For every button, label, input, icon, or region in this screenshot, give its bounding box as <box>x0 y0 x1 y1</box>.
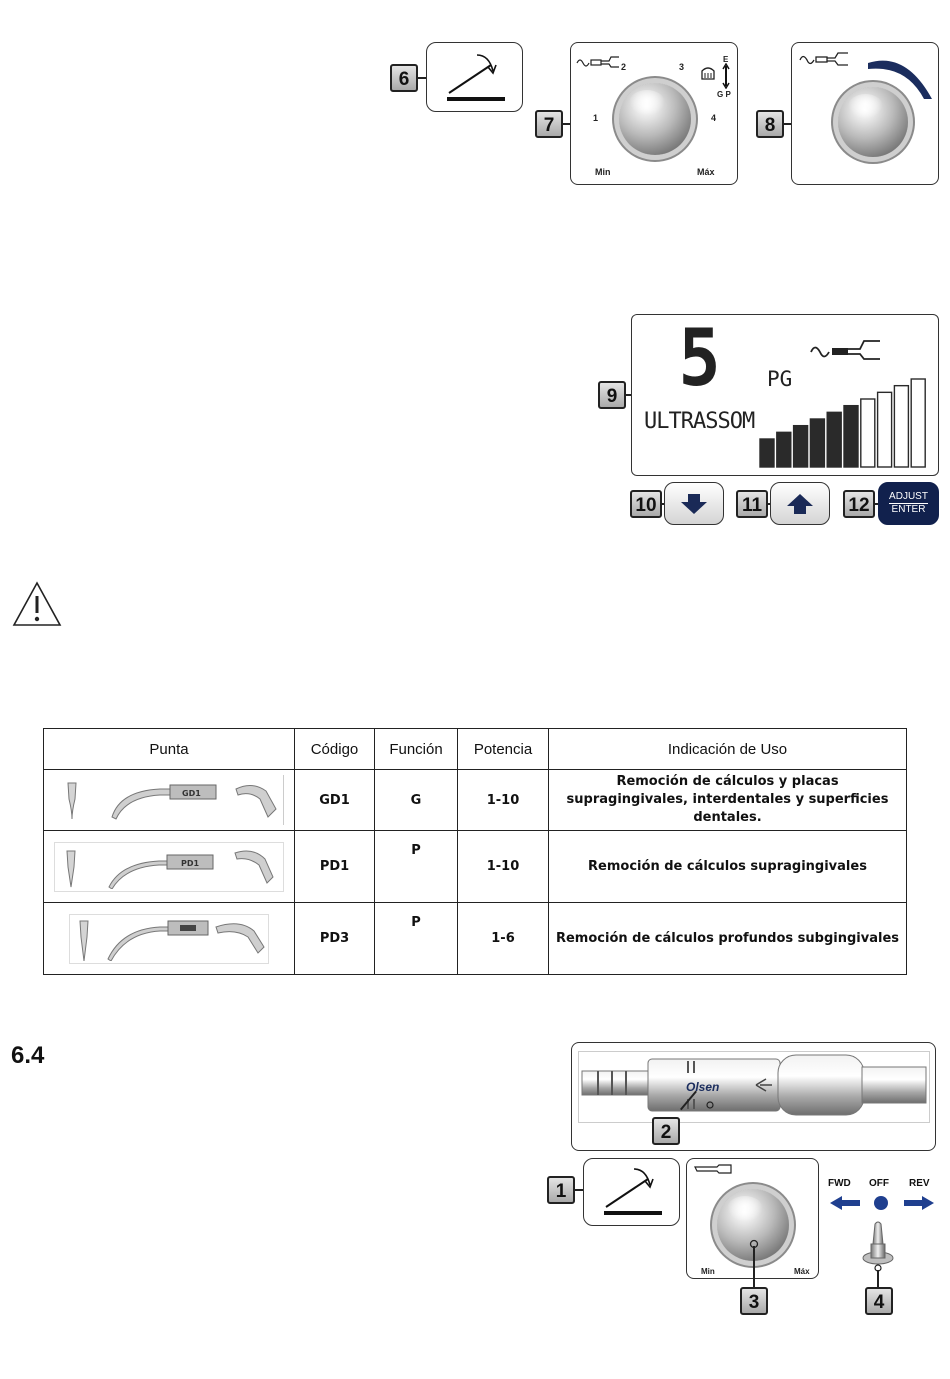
indicacion-cell: Remoción de cálculos profundos subgingivales <box>549 903 907 975</box>
codigo-cell: GD1 <box>295 770 375 831</box>
codigo-cell: PD3 <box>295 903 375 975</box>
potencia-cell: 1-10 <box>458 831 549 903</box>
scale-e: E <box>723 55 729 64</box>
scaler-handpiece-icon <box>575 53 621 69</box>
pedal-icon <box>584 1159 681 1227</box>
pedal-panel <box>426 42 523 112</box>
col-codigo: Código <box>295 729 375 770</box>
power-bar-3 <box>794 426 808 467</box>
up-button[interactable] <box>770 482 830 525</box>
label-2: 2 <box>652 1117 680 1145</box>
off-dot-icon <box>873 1195 889 1211</box>
scaler-handpiece-icon <box>808 337 882 361</box>
power-bar-6 <box>844 406 858 467</box>
tip-front-view <box>74 919 94 963</box>
potencia-cell: 1-10 <box>458 770 549 831</box>
col-indicacion: Indicación de Uso <box>549 729 907 770</box>
tip-side-view <box>106 917 216 961</box>
dial-step-1: 1 <box>593 113 599 123</box>
power-bar-8 <box>878 392 892 467</box>
dial-step-2: 2 <box>621 62 627 72</box>
pedal-icon <box>427 43 524 113</box>
tip-image <box>44 903 295 975</box>
tip-engraving: GD1 <box>182 789 201 798</box>
power-level-bars <box>758 373 928 473</box>
contra-angle-icon <box>693 1163 733 1177</box>
funcion-cell: P <box>375 903 458 975</box>
dial-step-4: 4 <box>711 113 717 123</box>
power-bar-5 <box>827 412 841 467</box>
enter-label: ENTER <box>891 504 926 515</box>
dial-step-3: 3 <box>679 62 685 72</box>
micromotor-image <box>578 1049 928 1125</box>
tip-angled-view <box>231 845 281 889</box>
leader-line <box>877 1270 879 1288</box>
tip-image-pd1 <box>54 842 284 892</box>
off-label: OFF <box>869 1178 889 1189</box>
codigo-cell: PD1 <box>295 831 375 903</box>
power-dial-panel <box>570 42 738 185</box>
pedal-panel <box>583 1158 680 1226</box>
label-7: 7 <box>535 110 563 138</box>
label-8: 8 <box>756 110 784 138</box>
table-header-row <box>44 729 907 770</box>
tip-angled-view <box>214 919 270 959</box>
power-bar-7 <box>861 399 875 467</box>
power-bar-2 <box>777 432 791 467</box>
label-1: 1 <box>547 1176 575 1204</box>
indicacion-cell: Remoción de cálculos supragingivales <box>549 831 907 903</box>
table-row <box>44 903 907 975</box>
rev-label: REV <box>909 1178 930 1189</box>
table-row <box>44 770 907 831</box>
power-knob[interactable] <box>838 87 908 157</box>
label-12: 12 <box>843 490 875 518</box>
adjust-label: ADJUST <box>889 491 928 502</box>
dial-max: Máx <box>794 1267 810 1276</box>
tip-side-view <box>110 781 220 821</box>
tips-table <box>43 728 907 975</box>
power-bar-1 <box>760 439 774 467</box>
adjust-enter-button[interactable] <box>878 482 939 525</box>
tip-front-view <box>62 781 82 821</box>
fwd-label: FWD <box>828 1178 851 1189</box>
power-bar-9 <box>894 386 908 467</box>
potencia-cell: 1-6 <box>458 903 549 975</box>
label-9: 9 <box>598 381 626 409</box>
lcd-display <box>631 314 939 476</box>
dial-min: Min <box>701 1267 715 1276</box>
mode-indicator: PG <box>767 367 793 391</box>
tip-image-gd1 <box>54 775 284 825</box>
down-button[interactable] <box>664 482 724 525</box>
tip-image <box>44 770 295 831</box>
dial-min: Min <box>595 167 611 177</box>
col-punta: Punta <box>44 729 295 770</box>
tip-image-pd3 <box>69 914 269 964</box>
funcion-cell: P <box>375 831 458 903</box>
irrigation-tank-icon <box>699 65 717 81</box>
tip-side-view <box>107 849 217 889</box>
micromotor-panel <box>571 1042 936 1151</box>
col-funcion: Función <box>375 729 458 770</box>
scale-gp: G P <box>717 90 731 99</box>
label-4: 4 <box>865 1287 893 1315</box>
tip-front-view <box>61 849 81 889</box>
vertical-double-arrow-icon <box>722 63 730 89</box>
power-bar-4 <box>810 419 824 467</box>
funcion-cell: G <box>375 770 458 831</box>
tip-engraving: PD1 <box>181 858 200 868</box>
leader-line <box>753 1246 755 1288</box>
label-10: 10 <box>630 490 662 518</box>
section-number: 6.4 <box>11 1042 45 1069</box>
mode-name: ULTRASSOM <box>644 409 755 434</box>
dial-max: Máx <box>697 167 715 177</box>
power-knob[interactable] <box>619 83 691 155</box>
label-6: 6 <box>390 64 418 92</box>
col-potencia: Potencia <box>458 729 549 770</box>
warning-icon <box>11 580 63 628</box>
tip-image <box>44 831 295 903</box>
rev-arrow-icon <box>902 1195 936 1211</box>
label-3: 3 <box>740 1287 768 1315</box>
power-bar-10 <box>911 379 925 467</box>
indicacion-cell: Remoción de cálculos y placas supragingivales, interdentales y superficies dentales. <box>549 770 907 831</box>
tip-angled-view <box>232 779 282 823</box>
arrow-down-icon <box>680 492 708 516</box>
label-11: 11 <box>736 490 768 518</box>
power-level-digit: 5 <box>678 314 721 404</box>
arrow-up-icon <box>786 492 814 516</box>
power-ramp-panel <box>791 42 939 185</box>
fwd-arrow-icon <box>828 1195 862 1211</box>
table-row <box>44 831 907 903</box>
scaler-handpiece-icon <box>798 49 850 67</box>
brand-logo: Olsen <box>686 1080 720 1094</box>
toggle-switch[interactable] <box>858 1220 898 1274</box>
